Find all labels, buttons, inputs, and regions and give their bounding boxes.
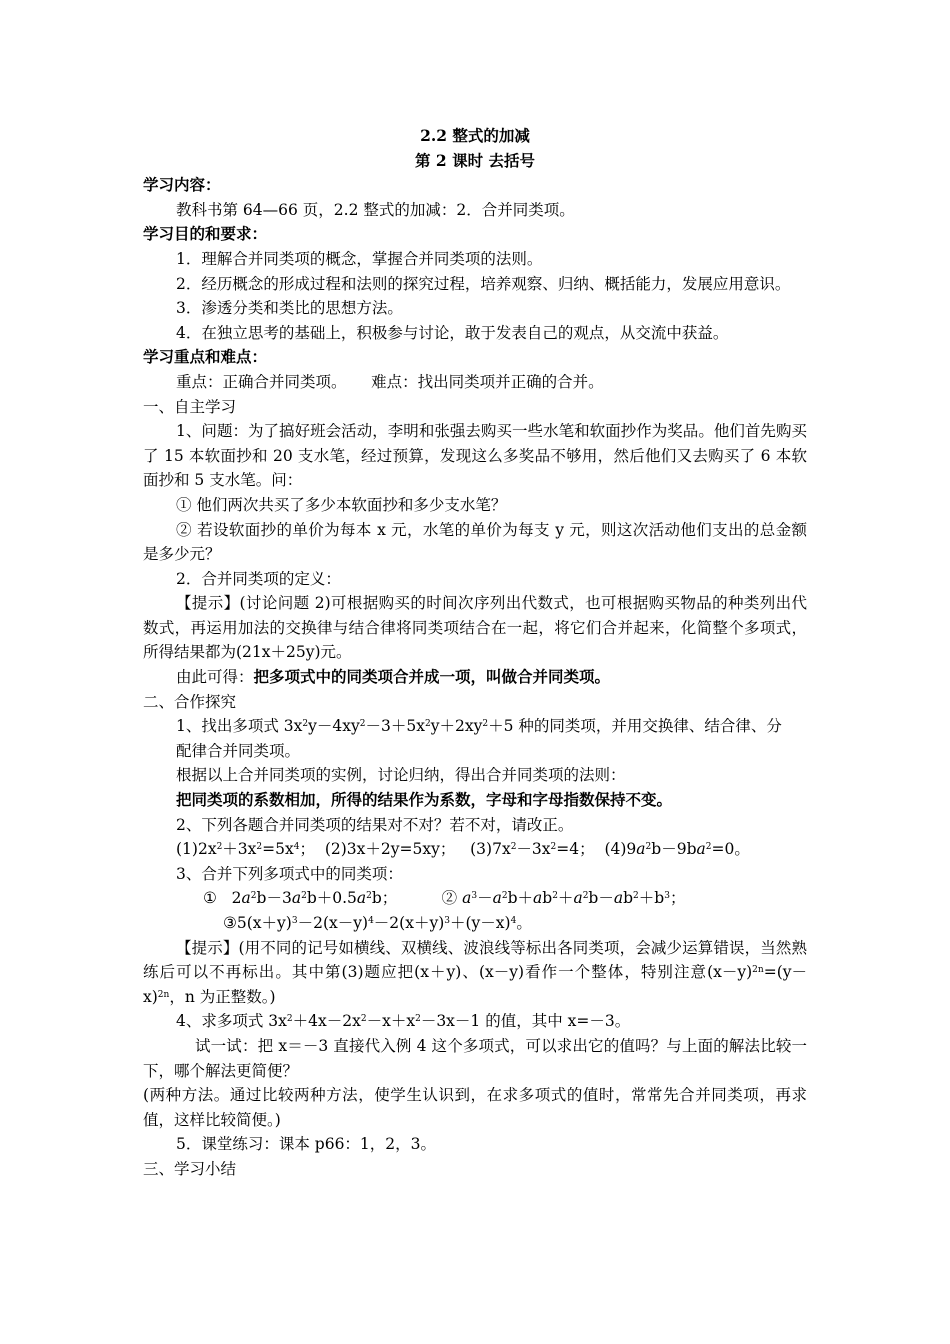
sec2-question-3: 3、合并下列多项式中的同类项：	[176, 864, 403, 883]
sec2-question-2: 2、下列各题合并同类项的结果对不对？若不对，请改正。	[176, 815, 574, 834]
sec2-rule-intro: 根据以上合并同类项的实例，讨论归纳，得出合并同类项的法则：	[176, 766, 626, 785]
sec2-question-1: 1、找出多项式 $3x^2y-4xy^2-3+5x^2y+2xy^2+5$ 种的同类项，并用交换律、结合律、分	[176, 717, 782, 736]
sec2-hint: 【提示】(用不同的记号如横线、双横线、波浪线等标出各同类项，会减少运算错误，当然熟练后可以不再标出。其中第(3)题应把(x＋y)、(x－y)看作一个整体，特别注意$(x-y)^{2n}=(y-x)^{2n}$，n 为正整数。)	[143, 938, 807, 1006]
goal-item: 3．渗透分类和类比的思想方法。	[176, 299, 403, 318]
content-text: 教科书第 64—66 页，2.2 整式的加减：2．合并同类项。	[176, 200, 575, 219]
goal-item: 4．在独立思考的基础上，积极参与讨论，敢于发表自己的观点，从交流中获益。	[176, 323, 729, 342]
sec2-try: 试一试：把 x＝－3 直接代入例 4 这个多项式，可以求出它的值吗？与上面的解法比较一下，哪个解法更简便？	[143, 1036, 807, 1080]
key-text: 重点：正确合并同类项。 难点：找出同类项并正确的合并。	[176, 372, 604, 391]
sec2-rule: 把同类项的系数相加，所得的结果作为系数，字母和字母指数保持不变。	[176, 790, 673, 810]
conclusion-definition: 把多项式中的同类项合并成一项，叫做合并同类项。	[253, 667, 611, 687]
conclusion-prefix: 由此可得：	[176, 668, 254, 687]
sec1-question-1b: ② 若设软面抄的单价为每本 x 元，水笔的单价为每支 y 元，则这次活动他们支出的总金额是多少元？	[143, 520, 807, 564]
sec2-practice: 5．课堂练习：课本 p66：1，2，3。	[176, 1135, 437, 1154]
section-1-heading: 一、自主学习	[143, 397, 237, 416]
goals-heading: 学习目的和要求：	[143, 224, 268, 244]
sec2-question-2-items: $(1)2x^2+3x^2=5x^4$； (2)3x＋2y=5xy； $(3)7x^2-3x^2=4$； $(4)9a^2b-9ba^2=0$。	[176, 840, 750, 859]
goal-item: 1．理解合并同类项的概念，掌握合并同类项的法则。	[176, 249, 543, 268]
sec1-question-2: 2．合并同类项的定义：	[176, 569, 341, 588]
goal-item: 2．经历概念的形成过程和法则的探究过程，培养观察、归纳、概括能力，发展应用意识。	[176, 274, 791, 293]
sec2-question-3-items: ① $2a^2b-3a^2b+0.5a^2b$； ② $a^3-a^2b+ab^2+a^2b-ab^2+b^3$；	[203, 889, 686, 908]
document-content	[143, 124, 807, 1182]
sec2-question-1-cont: 配律合并同类项。	[176, 741, 301, 760]
sec1-question-1: 1、问题：为了搞好班会活动，李明和张强去购买一些水笔和软面抄作为奖品。他们首先购买了 15 本软面抄和 20 支水笔，经过预算，发现这么多奖品不够用，然后他们又去购买了 6 本软面抄和 5 支水笔。问：	[143, 422, 807, 490]
sec1-hint: 【提示】(讨论问题 2)可根据购买的时间次序列出代数式，也可根据购买物品的种类列出代数式，再运用加法的交换律与结合律将同类项结合在一起，将它们合并起来，化简整个多项式，所得结果都为(21x＋25y)元。	[143, 594, 807, 662]
sec2-note: (两种方法。通过比较两种方法，使学生认识到，在求多项式的值时，常常先合并同类项，再求值，这样比较简便。)	[143, 1086, 807, 1129]
sec2-question-4: 4、求多项式 $3x^2+4x-2x^2-x+x^2-3x-1$ 的值，其中 x=－3。	[176, 1012, 631, 1031]
section-3-heading: 三、学习小结	[143, 1159, 237, 1178]
doc-subtitle: 第 2 课时 去括号	[415, 150, 535, 170]
sec1-question-1a: ① 他们两次共买了多少本软面抄和多少支水笔？	[176, 495, 507, 514]
sec2-question-3-item3: $③5(x+y)^3-2(x-y)^4-2(x+y)^3+(y-x)^4$。	[223, 914, 532, 932]
sec1-conclusion	[143, 665, 807, 690]
content-heading: 学习内容：	[143, 175, 221, 195]
doc-title: 2.2 整式的加减	[420, 126, 530, 145]
key-heading: 学习重点和难点：	[143, 347, 268, 367]
section-2-heading: 二、合作探究	[143, 692, 237, 711]
